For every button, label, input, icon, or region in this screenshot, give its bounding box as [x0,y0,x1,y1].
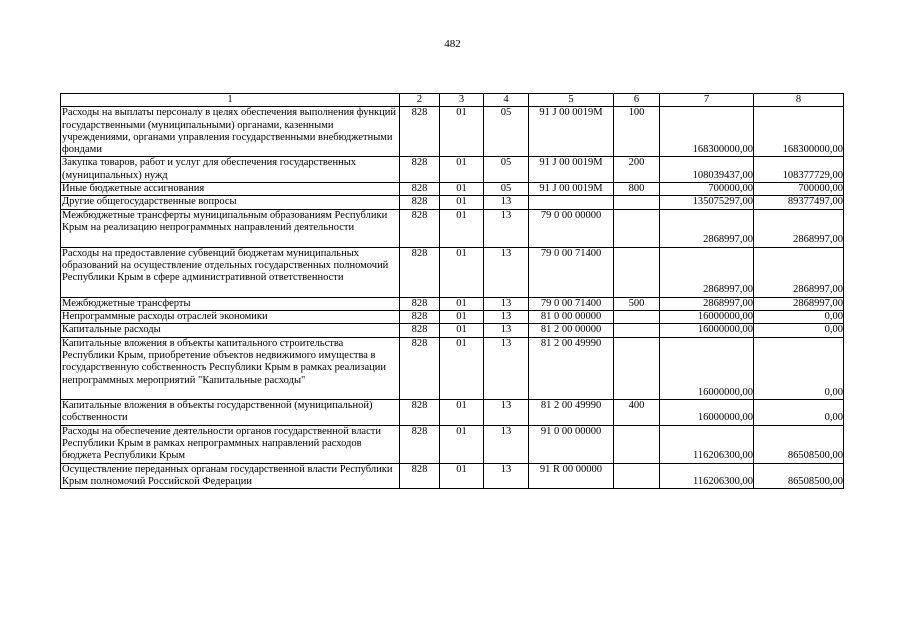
expense-type-cell [614,247,660,297]
amount-year2-cell: 86508500,00 [754,463,844,489]
target-article-cell: 91 J 00 0019M [529,183,614,196]
ved-cell: 828 [400,196,440,209]
table-row [61,400,844,426]
subsection-cell: 13 [484,324,529,337]
target-article-cell: 91 J 00 0019M [529,107,614,157]
header-cell: 2 [400,94,440,107]
ved-cell: 828 [400,425,440,463]
target-article-cell: 79 0 00 00000 [529,209,614,247]
section-cell: 01 [440,196,484,209]
amount-year1-cell: 135075297,00 [660,196,754,209]
subsection-cell: 13 [484,196,529,209]
section-cell: 01 [440,425,484,463]
section-cell: 01 [440,337,484,400]
subsection-cell: 13 [484,297,529,310]
target-article-cell: 79 0 00 71400 [529,297,614,310]
amount-year1-cell: 116206300,00 [660,463,754,489]
expense-type-cell: 800 [614,183,660,196]
target-article-cell: 81 2 00 49990 [529,400,614,426]
amount-year2-cell: 2868997,00 [754,209,844,247]
target-article-cell: 81 2 00 49990 [529,337,614,400]
name-cell: Межбюджетные трансферты [61,297,400,310]
table-row [61,247,844,297]
name-cell: Осуществление переданных органам государственной власти Республики Крым полномочий Российской Федерации [61,463,400,489]
amount-year1-cell: 16000000,00 [660,324,754,337]
section-cell: 01 [440,311,484,324]
amount-year1-cell: 16000000,00 [660,311,754,324]
name-cell: Закупка товаров, работ и услуг для обеспечения государственных (муниципальных) нужд [61,157,400,183]
table-row [61,196,844,209]
name-cell: Капитальные вложения в объекты государственной (муниципальной) собственности [61,400,400,426]
expense-type-cell [614,311,660,324]
table-body [61,107,844,489]
subsection-cell: 05 [484,107,529,157]
name-cell: Непрограммные расходы отраслей экономики [61,311,400,324]
section-cell: 01 [440,400,484,426]
subsection-cell: 13 [484,463,529,489]
target-article-cell: 91 J 00 0019M [529,157,614,183]
amount-year2-cell: 86508500,00 [754,425,844,463]
target-article-cell: 91 0 00 00000 [529,425,614,463]
expense-type-cell [614,425,660,463]
section-cell: 01 [440,183,484,196]
table-row [61,297,844,310]
amount-year2-cell: 2868997,00 [754,297,844,310]
name-cell: Межбюджетные трансферты муниципальным образованиям Республики Крым на реализацию непрограммных направлений деятельности [61,209,400,247]
subsection-cell: 13 [484,209,529,247]
target-article-cell: 81 2 00 00000 [529,324,614,337]
amount-year1-cell: 2868997,00 [660,209,754,247]
header-cell: 4 [484,94,529,107]
ved-cell: 828 [400,157,440,183]
expense-type-cell [614,463,660,489]
table-row [61,337,844,400]
amount-year1-cell: 16000000,00 [660,400,754,426]
section-cell: 01 [440,247,484,297]
expense-type-cell [614,209,660,247]
section-cell: 01 [440,463,484,489]
amount-year1-cell: 16000000,00 [660,337,754,400]
table-row [61,107,844,157]
expense-type-cell [614,324,660,337]
section-cell: 01 [440,157,484,183]
expense-type-cell: 500 [614,297,660,310]
ved-cell: 828 [400,107,440,157]
subsection-cell: 05 [484,157,529,183]
target-article-cell [529,196,614,209]
subsection-cell: 13 [484,400,529,426]
name-cell: Капитальные вложения в объекты капитального строительства Республики Крым, приобретение объектов недвижимого имущества в государственную собственность Республики Крым в рамках реализации непрограммных мероприятий "Капитальные расходы" [61,337,400,400]
target-article-cell: 91 R 00 00000 [529,463,614,489]
table-row [61,311,844,324]
amount-year1-cell: 2868997,00 [660,247,754,297]
section-cell: 01 [440,107,484,157]
ved-cell: 828 [400,297,440,310]
page-number: 482 [444,38,461,50]
ved-cell: 828 [400,311,440,324]
header-cell: 3 [440,94,484,107]
amount-year2-cell: 108377729,00 [754,157,844,183]
amount-year1-cell: 700000,00 [660,183,754,196]
amount-year2-cell: 89377497,00 [754,196,844,209]
table-row [61,157,844,183]
subsection-cell: 13 [484,337,529,400]
ved-cell: 828 [400,463,440,489]
section-cell: 01 [440,297,484,310]
amount-year2-cell: 168300000,00 [754,107,844,157]
amount-year2-cell: 0,00 [754,400,844,426]
amount-year2-cell: 0,00 [754,324,844,337]
expense-type-cell: 400 [614,400,660,426]
name-cell: Иные бюджетные ассигнования [61,183,400,196]
ved-cell: 828 [400,324,440,337]
header-cell: 5 [529,94,614,107]
amount-year2-cell: 0,00 [754,337,844,400]
table-row [61,425,844,463]
expense-type-cell [614,196,660,209]
ved-cell: 828 [400,209,440,247]
subsection-cell: 13 [484,425,529,463]
target-article-cell: 81 0 00 00000 [529,311,614,324]
amount-year2-cell: 700000,00 [754,183,844,196]
subsection-cell: 05 [484,183,529,196]
table-row [61,463,844,489]
amount-year2-cell: 0,00 [754,311,844,324]
amount-year1-cell: 168300000,00 [660,107,754,157]
ved-cell: 828 [400,400,440,426]
amount-year1-cell: 116206300,00 [660,425,754,463]
expense-type-cell: 100 [614,107,660,157]
header-cell: 7 [660,94,754,107]
table-row [61,209,844,247]
subsection-cell: 13 [484,247,529,297]
table-row [61,324,844,337]
amount-year1-cell: 2868997,00 [660,297,754,310]
ved-cell: 828 [400,337,440,400]
ved-cell: 828 [400,183,440,196]
header-cell: 8 [754,94,844,107]
budget-table [60,93,844,489]
expense-type-cell [614,337,660,400]
target-article-cell: 79 0 00 71400 [529,247,614,297]
ved-cell: 828 [400,247,440,297]
subsection-cell: 13 [484,311,529,324]
section-cell: 01 [440,324,484,337]
name-cell: Расходы на предоставление субвенций бюджетам муниципальных образований на осуществление отдельных государственных полномочий Республики Крым в сфере административной ответственности [61,247,400,297]
header-row [61,94,844,107]
name-cell: Капитальные расходы [61,324,400,337]
amount-year1-cell: 108039437,00 [660,157,754,183]
name-cell: Расходы на обеспечение деятельности органов государственной власти Республики Крым в рамках непрограммных направлений расходов бюджета Республики Крым [61,425,400,463]
header-cell: 1 [61,94,400,107]
amount-year2-cell: 2868997,00 [754,247,844,297]
table-row [61,183,844,196]
header-cell: 6 [614,94,660,107]
name-cell: Другие общегосударственные вопросы [61,196,400,209]
name-cell: Расходы на выплаты персоналу в целях обеспечения выполнения функций государственными (муниципальными) органами, казенными учреждениями, органами управления государственными внебюджетными фондами [61,107,400,157]
section-cell: 01 [440,209,484,247]
expense-type-cell: 200 [614,157,660,183]
